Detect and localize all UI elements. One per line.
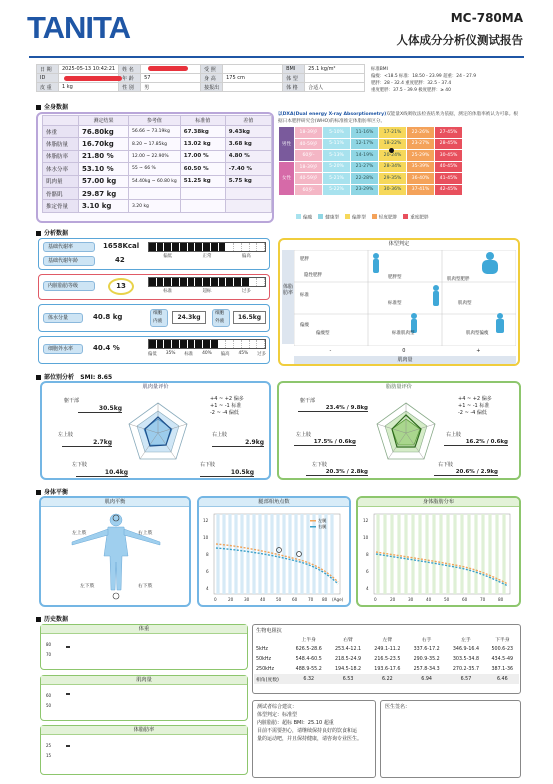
svg-text:50: 50 [444, 597, 450, 602]
fat-grid-cell: 5-20% [323, 161, 351, 173]
legend-right: 右腿 [318, 524, 327, 529]
fat-grid-cell: 5-21% [323, 173, 351, 185]
fat-grid-cell: 18-39岁 [295, 127, 323, 139]
info-label: 姓 名 [119, 65, 141, 74]
fat-grid-cell: 20-24% [379, 150, 407, 162]
body-cell-diff: 4.80 % [225, 150, 271, 162]
svg-text:10: 10 [363, 535, 369, 540]
history-muscle-title: 肌肉量 [41, 676, 247, 685]
section-title-history: 历史数据 [36, 614, 68, 623]
impedance-cell: 290.9-35.2 [413, 656, 440, 662]
redacted-id [64, 76, 122, 81]
fat-grid-cell: 41-45% [435, 173, 463, 185]
fat-grid-cell: 23-27% [407, 138, 435, 150]
body-cell-name: 推定骨量 [43, 200, 79, 212]
visceral-scale: 标准 超标 过多 [163, 289, 251, 294]
history-muscle-y: 60 50 [46, 693, 52, 708]
bmr-scale: 偏低 正常 偏高 [163, 254, 251, 259]
body-table-header: 差值 [225, 116, 271, 126]
history-weight-title: 体重 [41, 625, 247, 634]
table-row [43, 138, 272, 150]
muscle-la-label: 左上肢 [58, 432, 74, 438]
svg-text:40: 40 [426, 597, 432, 602]
info-label: 体 型 [283, 74, 305, 83]
phase-cell: 6.22 [382, 676, 393, 682]
legend-label: 轻度肥胖 [378, 215, 398, 221]
phase-cell: 6.94 [421, 676, 432, 682]
muscle-ra-label: 右上肢 [212, 432, 228, 438]
body-table-header [43, 116, 79, 126]
history-fatrate-panel [40, 725, 248, 775]
body-table-header: 标准值 [180, 116, 225, 126]
fat-distribution-title: 身体脂肪分布 [358, 498, 519, 507]
sex-label: 女性 [279, 161, 295, 196]
mb-ra: 右上肢 [138, 531, 153, 536]
muscle-trunk-label: 躯干部 [64, 398, 80, 404]
water-value: 40.8 kg [93, 313, 123, 321]
info-value: 1 kg [59, 83, 119, 92]
muscle-radar [125, 400, 191, 466]
impedance-cell: 387.1-36 [491, 666, 514, 672]
impedance-cell: 270.2-35.7 [452, 666, 480, 672]
svg-text:20: 20 [390, 597, 396, 602]
ecw-value: 40.4 % [93, 344, 120, 352]
impedance-title: 生物电阻抗 [256, 628, 282, 634]
info-value: 57 [141, 74, 201, 83]
fat-grid-cell: 18-39岁 [295, 161, 323, 173]
body-cell-name: 肌肉量 [43, 175, 79, 187]
fat-grid-cell: 21-27% [351, 161, 379, 173]
body-cell-name: 体脂肪率 [43, 150, 79, 162]
svg-text:70: 70 [308, 597, 314, 602]
ecw-label: 细胞外水率 [43, 344, 83, 354]
bt-cell: 标准肌肉型 [392, 331, 415, 336]
table-row [43, 126, 272, 138]
current-position-dot [389, 148, 394, 153]
body-cell-diff [225, 200, 271, 212]
body-cell-result: 53.10 % [79, 163, 129, 175]
svg-text:30: 30 [408, 597, 414, 602]
body-cell-name: 体水分率 [43, 163, 79, 175]
fat-grid-cell: 60岁- [295, 184, 323, 196]
svg-text:6: 6 [366, 569, 369, 574]
fat-ll-value: 20.3% / 2.8kg [306, 469, 368, 476]
body-type-title: 体型判定 [388, 241, 410, 247]
body-cell-result: 57.00 kg [79, 175, 129, 187]
fat-grid-cell: 36-40% [407, 173, 435, 185]
fat-la-value: 17.5% / 0.6kg [294, 439, 356, 446]
bmr-value: 1658Kcal [103, 242, 140, 250]
info-label: 性 别 [119, 83, 141, 92]
fat-grid-cell: 14-19% [351, 150, 379, 162]
fat-grid-cell: 22-28% [351, 173, 379, 185]
history-weight-y: 80 70 [46, 642, 52, 657]
section-title-analysis: 分析数据 [36, 228, 68, 237]
history-fatrate-title: 体脂肪率 [41, 726, 247, 735]
fat-grid-cell: 17-21% [379, 127, 407, 139]
phase-chart [200, 508, 348, 606]
dxa-note-text: 双能量X线吸收法检查结果为依据，测定的体脂率被认为可靠。根据日本肥胖研究会(WHO)的标准推定体脂肪率区分。 [278, 112, 518, 124]
history-muscle-panel [40, 675, 248, 721]
legend-label: 偏胖型 [352, 215, 366, 221]
fat-grid-cell: 30-36% [379, 184, 407, 196]
svg-text:70: 70 [480, 597, 486, 602]
fat-grid-cell: 5-11% [323, 138, 351, 150]
body-cell-std: 51.25 kg [180, 175, 225, 187]
body-cell-std: 17.00 % [180, 150, 225, 162]
info-label: 皮 重 [37, 83, 59, 92]
body-cell-ref [129, 187, 181, 199]
muscle-rl-label: 右下肢 [200, 462, 216, 468]
fat-grid-cell: 60岁- [295, 150, 323, 162]
info-label: 体 格 [283, 83, 305, 92]
body-cell-name: 体脂肪量 [43, 138, 79, 150]
fat-grid-cell: 35-39% [407, 161, 435, 173]
table-row [43, 187, 272, 199]
water-label: 体水分量 [43, 313, 83, 323]
bmi-ref-line: 偏瘦：<18.5 标准：18.50 - 23.99 超重：24 - 27.9 [371, 74, 477, 79]
legend-swatch [403, 214, 408, 219]
phase-cell: 6.32 [303, 676, 315, 682]
metabolic-age-label: 基础代谢年龄 [43, 256, 95, 266]
fat-grid-cell: 23-29% [351, 184, 379, 196]
body-cell-ref: 54.40kg ~ 60.80 kg [129, 175, 181, 187]
impedance-cell: 488.9-55.2 [295, 666, 322, 672]
fat-rl-label: 右下肢 [438, 462, 454, 468]
impedance-cell: 250kHz [256, 666, 275, 672]
info-label: 受 照 [201, 65, 223, 74]
bt-cell: 肌肉型肥胖 [447, 277, 470, 282]
fat-grid-cell: 22-26% [407, 127, 435, 139]
bmr-label: 基础代谢率 [43, 242, 95, 252]
history-weight-panel [40, 624, 248, 670]
body-cell-ref: 8.20 ~ 17.85kg [129, 138, 181, 150]
svg-text:4: 4 [366, 586, 369, 591]
body-composition-table [42, 115, 272, 213]
body-cell-std: 67.38kg [180, 126, 225, 138]
impedance-cell: 218.5-24.9 [334, 656, 362, 662]
bt-x-title: 肌肉量 [294, 356, 516, 364]
info-value: 男 [141, 83, 201, 92]
fat-trunk-label: 躯干部 [300, 398, 316, 404]
impedance-cell: 5kHz [256, 646, 268, 652]
fat-ra-value: 16.2% / 0.6kg [444, 439, 508, 446]
legend-left: 左腿 [318, 518, 327, 523]
section-title-segment: 部位别分析 SMI: 8.65 [36, 372, 112, 381]
fat-grid-cell: 11-16% [351, 127, 379, 139]
body-cell-diff [225, 187, 271, 199]
sex-label: 男性 [279, 127, 295, 162]
svg-text:60: 60 [462, 597, 468, 602]
body-type-y-title: 体脂肪率 [282, 250, 294, 344]
intra-value: 24.3kg [172, 311, 206, 324]
ecw-scale: 偏低 35% 标准 40% 偏高 45% 过多 [148, 351, 266, 357]
mb-ll: 左下肢 [80, 584, 95, 589]
legend-swatch [345, 214, 350, 219]
svg-text:0: 0 [214, 597, 217, 602]
bt-cell: 标准型 [388, 301, 402, 306]
table-row [254, 654, 519, 664]
impedance-header: 下半身 [495, 637, 510, 643]
body-cell-std [180, 200, 225, 212]
svg-text:60: 60 [292, 597, 298, 602]
legend-label: 健康型 [325, 215, 339, 221]
phase-cell: 6.57 [460, 676, 472, 682]
info-value [305, 74, 365, 83]
impedance-cell: 303.5-34.8 [452, 656, 480, 662]
fat-distribution-chart [360, 508, 518, 606]
muscle-eval-title: 肌肉量评价 [142, 384, 169, 390]
legend-swatch [318, 214, 323, 219]
body-cell-diff: 3.68 kg [225, 138, 271, 150]
info-label: 接报出 [201, 83, 223, 92]
body-cell-result: 3.10 kg [79, 200, 129, 212]
phase-cell: 6.53 [342, 676, 354, 682]
extra-value: 16.5kg [233, 311, 266, 324]
body-cell-ref: 3.20 kg [129, 200, 181, 212]
impedance-cell: 194.5-18.2 [334, 666, 362, 672]
impedance-cell: 50kHz [256, 656, 272, 662]
muscle-ll-value: 10.4kg [76, 469, 128, 477]
muscle-ll-label: 左下肢 [72, 462, 88, 468]
bt-cell: 肥胖型 [388, 275, 402, 280]
impedance-cell: 548.4-60.5 [295, 656, 322, 662]
fat-scale: +4 ~ +2 偏多 +1 ~ -1 标准 -2 ~ -4 偏低 [458, 396, 492, 416]
fat-grid-cell: 5-22% [323, 184, 351, 196]
fat-grid-legend [290, 214, 429, 221]
extra-label: 细胞外液 [212, 309, 230, 327]
redacted-name [148, 66, 188, 71]
muscle-scale: +4 ~ +2 偏多 +1 ~ -1 标准 -2 ~ -4 偏低 [210, 396, 244, 416]
visceral-bar [148, 277, 266, 287]
phase-title: 腿部相角点数 [199, 498, 349, 507]
fat-grid-cell: 29-35% [379, 173, 407, 185]
impedance-cell: 216.5-23.5 [374, 656, 401, 662]
header-divider [29, 56, 524, 58]
fat-grid-cell: 28-45% [435, 138, 463, 150]
bmi-ref-line: 重度肥胖：37.5 - 39.9 极度肥胖：≥ 40 [371, 88, 451, 93]
fat-rl-value: 20.6% / 2.9kg [434, 469, 498, 476]
y-tick: 6 [206, 569, 209, 574]
fat-eval-title: 脂肪量评价 [386, 384, 412, 390]
bt-cell: 隐性肥胖 [304, 273, 322, 278]
info-value [223, 83, 283, 92]
fat-grid-cell: 12-17% [351, 138, 379, 150]
fat-grid-cell: 25-29% [407, 150, 435, 162]
info-label: 日 期 [37, 65, 59, 74]
legend-swatch [296, 214, 301, 219]
table-row [43, 150, 272, 162]
body-cell-std: 60.50 % [180, 163, 225, 175]
info-label: 身 高 [201, 74, 223, 83]
body-table-header: 测定结果 [79, 116, 129, 126]
y-tick: 8 [206, 552, 209, 557]
brand-logo: TANITA [27, 10, 131, 45]
impedance-cell: 337.6-17.2 [413, 646, 440, 652]
body-cell-ref: 12.00 ~ 22.90% [129, 150, 181, 162]
metabolic-age-value: 42 [115, 256, 125, 264]
body-cell-result: 21.80 % [79, 150, 129, 162]
table-row [43, 175, 272, 187]
advice-note: 测试者综合建议： 体型判定：标准型 内脏脂肪：超标 BMI：25.10 超重 目前不需要担心，请继续保持良好的饮食和运 量的运动吧，并且保持健康，请咨询专业医生。 [252, 700, 376, 778]
phase-row [254, 674, 519, 684]
dxa-note [278, 112, 520, 125]
fat-grid-cell: 37-41% [407, 184, 435, 196]
impedance-cell: 249.1-11.2 [374, 646, 401, 652]
impedance-header [254, 634, 289, 644]
svg-text:(Age): (Age) [332, 597, 344, 602]
history-weight-point [66, 646, 70, 648]
doctor-sign: 医生签名： [380, 700, 521, 778]
info-value: 25.1 kg/m² [305, 65, 365, 74]
fat-radar [373, 400, 439, 466]
y-tick: 4 [206, 586, 209, 591]
report-title: 人体成分分析仪测试报告 [396, 33, 523, 47]
impedance-cell: 346.9-16.4 [452, 646, 480, 652]
info-value [223, 65, 283, 74]
fat-grid-cell: 40-45% [435, 161, 463, 173]
mb-rl: 右下肢 [138, 584, 153, 589]
legend-label: 偏瘦 [303, 215, 313, 221]
bmi-ref-line: 肥胖：28 - 32.4 重度肥胖：32.5 - 37.4 [371, 81, 452, 86]
history-fatrate-y: 25 15 [46, 743, 52, 758]
impedance-cell: 500.6-23 [491, 646, 514, 652]
table-row [43, 200, 272, 212]
svg-text:0: 0 [374, 597, 377, 602]
y-tick: 12 [203, 518, 209, 523]
ecw-bar [148, 339, 266, 349]
body-cell-diff: -7.40 % [225, 163, 271, 175]
body-cell-name: 骨骼肌 [43, 187, 79, 199]
fat-grid-cell: 40-59岁 [295, 173, 323, 185]
fat-grid-cell: 5-10% [323, 127, 351, 139]
legend-label: 重度肥胖 [410, 215, 429, 221]
fat-la-label: 左上肢 [296, 432, 312, 438]
svg-text:80: 80 [322, 597, 328, 602]
impedance-header: 右手 [421, 637, 432, 643]
history-muscle-point [66, 693, 70, 695]
impedance-cell: 257.8-34.3 [413, 666, 440, 672]
bt-x-marks: - 0 + [329, 348, 481, 354]
info-value: 合适人 [305, 83, 365, 92]
fat-grid-cell: 18-22% [379, 138, 407, 150]
body-cell-result: 16.70kg [79, 138, 129, 150]
impedance-cell: 626.5-28.6 [295, 646, 322, 652]
svg-text:8: 8 [366, 552, 369, 557]
phase-label: 相角(度数) [256, 677, 279, 683]
info-value: 175 cm [223, 74, 283, 83]
body-cell-ref: 55 ~ 66 % [129, 163, 181, 175]
impedance-cell: 434.5-49 [491, 656, 514, 662]
intra-label: 细胞内液 [150, 309, 168, 327]
dxa-note-bold: 以DXA(Dual energy X-ray Absorptiometry) [278, 112, 387, 117]
body-table-header: 参考值 [129, 116, 181, 126]
muscle-la-value: 2.7kg [62, 439, 112, 447]
body-cell-diff: 5.75 kg [225, 175, 271, 187]
table-row [43, 163, 272, 175]
table-row [254, 664, 519, 674]
fat-ra-label: 右上肢 [446, 432, 462, 438]
fat-grid-cell: 30-45% [435, 150, 463, 162]
fat-grid-cell: 27-45% [435, 127, 463, 139]
section-title-balance: 身体平衡 [36, 487, 68, 496]
bmi-ref-line: 标准BMI [371, 67, 388, 72]
bt-cell: 标准 [300, 293, 309, 298]
visceral-value: 13 [108, 278, 134, 295]
bmr-bar [148, 242, 266, 252]
muscle-ra-value: 2.9kg [212, 439, 264, 447]
fat-trunk-value: 23.4% / 9.8kg [298, 405, 368, 412]
legend-swatch [372, 214, 377, 219]
impedance-header: 上半身 [301, 637, 316, 643]
body-cell-std [180, 187, 225, 199]
body-cell-std: 13.02 kg [180, 138, 225, 150]
bt-cell: 偏瘦 [300, 323, 309, 328]
bt-cell: 肥胖 [300, 257, 309, 262]
fat-rate-grid [278, 126, 463, 196]
fat-grid-cell: 40-59岁 [295, 138, 323, 150]
muscle-trunk-value: 30.5kg [78, 405, 122, 413]
history-fatrate-point [66, 745, 70, 747]
impedance-cell: 253.4-12.1 [334, 646, 362, 652]
table-row [254, 644, 519, 654]
mb-la: 左上肢 [72, 531, 87, 536]
svg-text:30: 30 [244, 597, 250, 602]
impedance-table [254, 634, 519, 684]
body-cell-diff: 9.43kg [225, 126, 271, 138]
bt-cell: 偏瘦型 [316, 331, 330, 336]
muscle-rl-value: 10.5kg [200, 469, 254, 477]
y-tick: 10 [203, 535, 209, 540]
svg-text:20: 20 [228, 597, 234, 602]
bt-cell: 肌肉型偏瘦 [466, 331, 489, 336]
info-value: 2025-05-13 10:42:21 [59, 65, 119, 74]
svg-text:80: 80 [498, 597, 504, 602]
bmi-reference [371, 66, 519, 94]
svg-text:40: 40 [260, 597, 266, 602]
impedance-cell: 193.6-17.6 [374, 666, 401, 672]
info-label: 年 龄 [119, 74, 141, 83]
bt-cell: 肌肉型 [458, 301, 472, 306]
fat-grid-cell: 5-13% [323, 150, 351, 162]
body-cell-name: 体重 [43, 126, 79, 138]
impedance-header: 右臂 [343, 637, 353, 643]
impedance-header: 左手 [461, 637, 471, 643]
svg-text:12: 12 [363, 518, 369, 523]
body-cell-result: 76.80kg [79, 126, 129, 138]
info-label: ID [37, 74, 59, 83]
svg-text:50: 50 [276, 597, 282, 602]
info-label: BMI [283, 65, 305, 74]
muscle-balance-title: 肌肉平衡 [41, 498, 189, 507]
phase-cell: 6.46 [496, 676, 508, 682]
model-name: MC-780MA [450, 11, 523, 25]
body-cell-result: 29.87 kg [79, 187, 129, 199]
fat-grid-cell: 28-34% [379, 161, 407, 173]
visceral-label: 内脏脂肪等级 [43, 281, 95, 291]
fat-grid-cell: 42-45% [435, 184, 463, 196]
fat-ll-label: 左下肢 [312, 462, 328, 468]
section-title-whole: 全身数据 [36, 102, 68, 111]
impedance-header: 左臂 [382, 637, 393, 643]
body-cell-ref: 56.66 ~ 73.19kg [129, 126, 181, 138]
